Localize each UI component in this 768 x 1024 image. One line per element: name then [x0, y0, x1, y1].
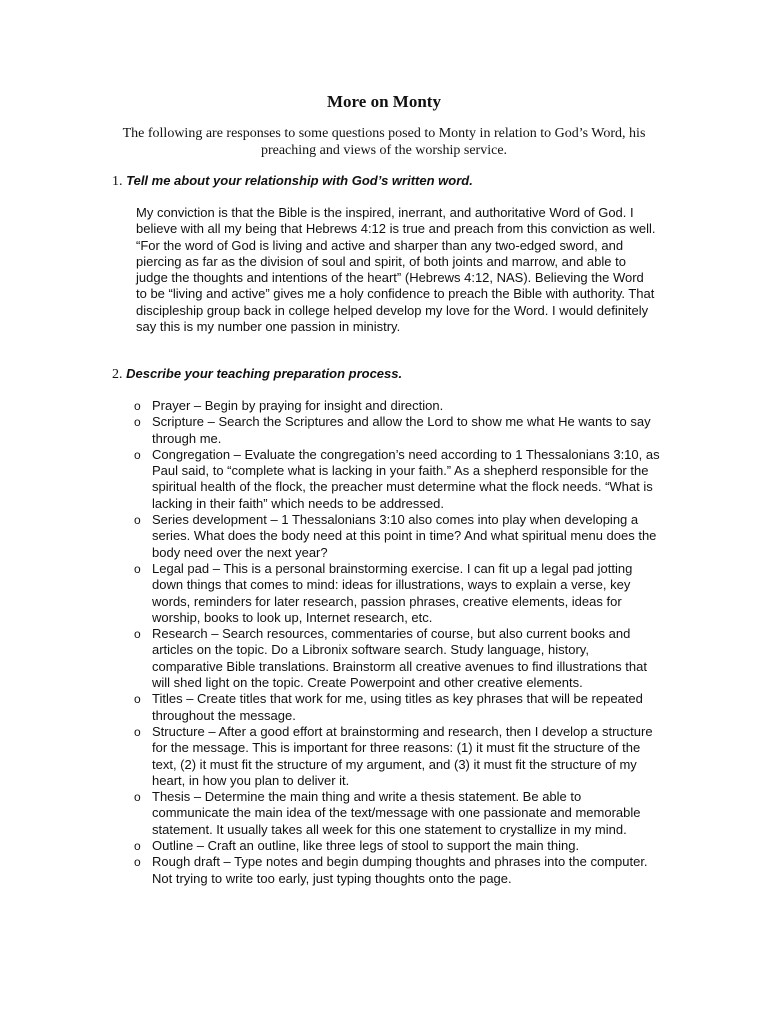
- step-text: Titles – Create titles that work for me, using titles as key phrases that will be repeated throughout the message.: [152, 691, 643, 723]
- list-item: [134, 626, 660, 691]
- intro-paragraph: The following are responses to some questions posed to Monty in relation to God’s Word, his preaching and views of the worship service.: [122, 126, 646, 158]
- step-text: Legal pad – This is a personal brainstorming exercise. I can fit up a legal pad jotting down things that comes to mind: ideas for illustrations, ways to explain a verse, key words, reminders for later research, passion phrases, creative elements, ideas for worship, books to look up, Internet research, etc.: [152, 560, 633, 625]
- list-item: [134, 512, 660, 561]
- list-item: [134, 398, 660, 414]
- bullet-icon: o: [134, 724, 141, 739]
- step-text: Structure – After a good effort at brainstorming and research, then I develop a structure for the message. This is important for three reasons: (1) it must fit the structure of the text, (2) it must fit the structure of my argument, and (3) it must fit the structure of my heart, in how you plan to deliver it.: [152, 723, 653, 788]
- bullet-icon: o: [134, 415, 141, 430]
- bullet-icon: o: [134, 692, 141, 707]
- question-2-number: 2.: [112, 367, 123, 382]
- page-title: More on Monty: [327, 92, 441, 111]
- question-1: [112, 173, 712, 190]
- bullet-icon: o: [134, 790, 141, 805]
- bullet-icon: o: [134, 627, 141, 642]
- list-item: [134, 561, 660, 626]
- bullet-icon: o: [134, 447, 141, 462]
- list-item: [134, 414, 660, 447]
- step-text: Prayer – Begin by praying for insight and direction.: [152, 398, 444, 413]
- step-text: Outline – Craft an outline, like three legs of stool to support the main thing.: [152, 838, 580, 854]
- list-item: [134, 789, 660, 838]
- step-text: Thesis – Determine the main thing and write a thesis statement. Be able to communicate the main idea of the text/message with one passionate and memorable statement. It usually takes all week for this one statement to crystallize in my mind.: [152, 789, 641, 837]
- bullet-icon: o: [134, 839, 141, 854]
- bullet-icon: o: [134, 513, 141, 528]
- list-item: [134, 691, 660, 724]
- answer-1: My conviction is that the Bible is the inspired, inerrant, and authoritative Word of God. I believe with all my being that Hebrews 4:12 is true and preach from this conviction as well. “For the word of God is living and active and sharper than any two-edged sword, and piercing as far as the division of soul and spirit, of both joints and marrow, and able to judge the thoughts and intentions of the heart” (Hebrews 4:12, NAS). Believing the Word to be “living and active” gives me a holy confidence to preach the Bible with authority. That discipleship group back in college helped develop my love for the Word. I would definitely say this is my number one passion in ministry.: [136, 205, 656, 335]
- bullet-icon: o: [134, 855, 141, 870]
- bullet-icon: o: [134, 399, 141, 413]
- step-text: Rough draft – Type notes and begin dumping thoughts and phrases into the computer. Not trying to write too early, just typing thoughts onto the page.: [152, 854, 648, 886]
- list-item: [134, 724, 660, 789]
- question-1-text: Tell me about your relationship with God’s written word.: [126, 173, 473, 188]
- question-1-number: 1.: [112, 174, 123, 189]
- step-text: Series development – 1 Thessalonians 3:10 also comes into play when developing a series. What does the body need at this point in time? And what spiritual menu does the body need over the next year?: [152, 512, 657, 560]
- step-text: Scripture – Search the Scriptures and allow the Lord to show me what He wants to say through me.: [152, 414, 651, 446]
- list-item: [134, 854, 660, 887]
- preparation-steps-list: [134, 398, 660, 887]
- question-2-text: Describe your teaching preparation process.: [126, 366, 403, 381]
- question-2: [112, 366, 712, 383]
- step-text: Congregation – Evaluate the congregation’s need according to 1 Thessalonians 3:10, as Paul said, to “complete what is lacking in your faith.” As a shepherd responsible for the spiritual health of the flock, the preacher must determine what the flock needs. “What is lacking in their faith” which needs to be addressed.: [152, 446, 660, 511]
- bullet-icon: o: [134, 561, 141, 576]
- step-text: Research – Search resources, commentaries of course, but also current books and articles on the topic. Do a Libronix software search. Study language, history, comparative Bible translations. Brainstorm all creative avenues to find illustrations that will shed light on the topic. Create Powerpoint and other creative elements.: [152, 626, 647, 691]
- list-item: [134, 447, 660, 512]
- list-item: [134, 838, 660, 854]
